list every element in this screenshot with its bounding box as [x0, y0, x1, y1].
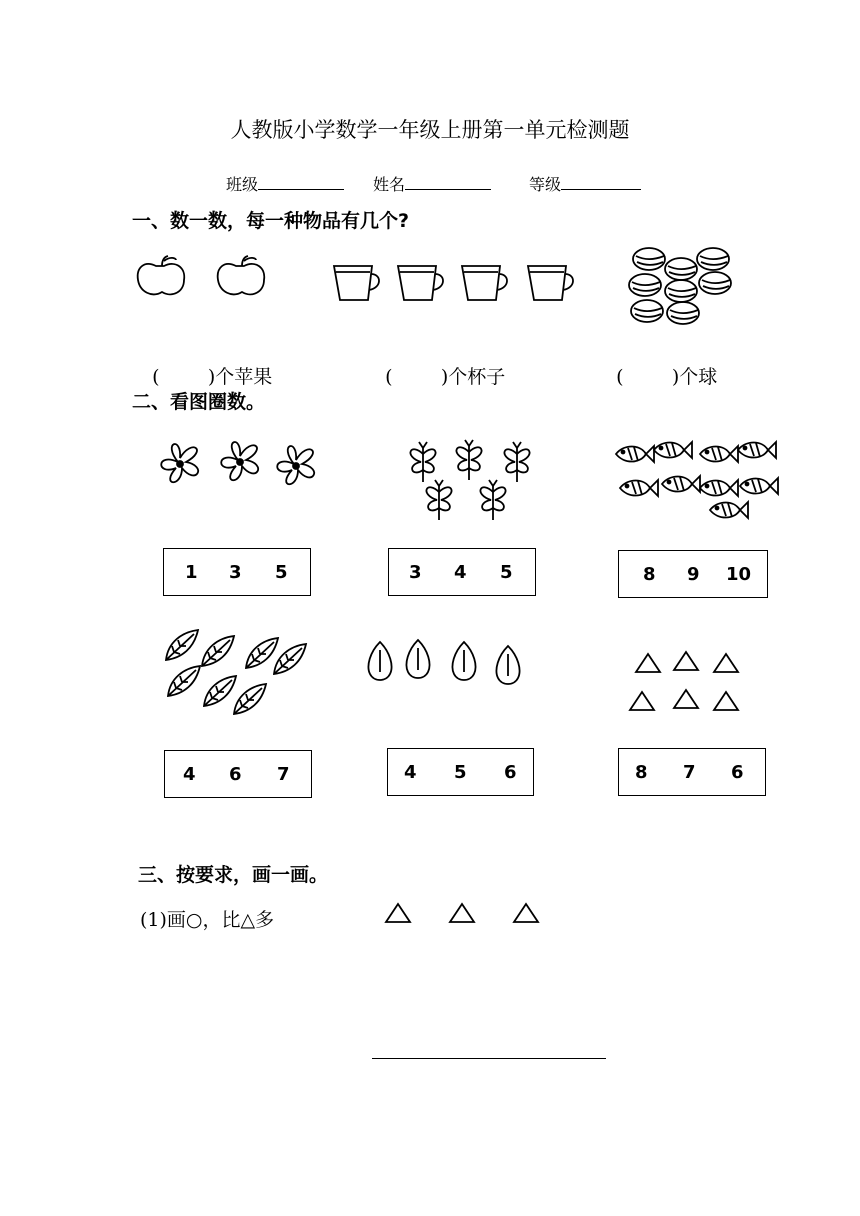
section1-heading: 一、数一数，每一种物品有几个? [132, 210, 410, 232]
leaf-icon [202, 636, 234, 666]
leaf-icon [274, 644, 306, 674]
butterflies-picture [405, 436, 535, 526]
triangle-icon [636, 654, 660, 672]
pear-icon [406, 640, 429, 678]
fish-icon [738, 442, 776, 458]
page-title: 人教版小学数学一年级上册第一单元检测题 [230, 118, 630, 142]
answer-label: 个苹果 [215, 366, 273, 388]
section2-heading: 二、看图圈数。 [132, 391, 266, 413]
leaf-icon [246, 638, 278, 668]
name-blank[interactable] [405, 175, 491, 190]
number-option[interactable]: 3 [229, 562, 242, 583]
answer-blank[interactable]: ( ) [616, 366, 680, 388]
flower-icon [161, 444, 198, 482]
butterfly-icon [456, 440, 481, 480]
number-box [618, 748, 766, 796]
answer-label: 个球 [679, 366, 718, 388]
name-label: 姓名 [373, 175, 406, 194]
leaves-picture [160, 628, 310, 724]
fish-icon [740, 478, 778, 494]
q3-triangles [384, 902, 544, 932]
triangle-icon [514, 904, 538, 922]
leaf-icon [234, 684, 266, 714]
fish-icon [710, 502, 748, 518]
leaf-icon [166, 630, 198, 660]
question-1-text: (1)画○，比△多 [140, 909, 275, 931]
fish-icon [700, 480, 738, 496]
fish-icon [616, 446, 654, 462]
flower-icon [277, 446, 314, 484]
number-option[interactable]: 5 [500, 562, 513, 583]
butterfly-icon [480, 480, 505, 520]
pear-icon [368, 642, 391, 680]
pears-picture [360, 636, 535, 692]
class-field[interactable] [226, 172, 344, 195]
leaf-icon [204, 676, 236, 706]
pear-icon [496, 646, 519, 684]
butterfly-icon [504, 442, 529, 482]
grade-label: 等级 [529, 175, 562, 194]
triangle-icon [674, 652, 698, 670]
fish-icon [662, 476, 700, 492]
ball-icon [633, 248, 665, 270]
balls-picture [626, 246, 736, 330]
name-field[interactable] [373, 172, 491, 195]
triangle-icon [674, 690, 698, 708]
number-option[interactable]: 6 [504, 762, 517, 783]
ball-icon [665, 280, 697, 302]
flower-icon [221, 442, 258, 480]
ball-icon [697, 248, 729, 270]
flowers-picture [150, 434, 330, 494]
number-option[interactable]: 4 [404, 762, 417, 783]
apple-icon [138, 256, 185, 294]
triangle-icon [714, 692, 738, 710]
leaf-icon [168, 666, 200, 696]
fish-icon [700, 446, 738, 462]
ball-icon [629, 274, 661, 296]
section3-heading: 三、按要求，画一画。 [138, 864, 329, 886]
fish-picture [612, 436, 782, 520]
answer-blank[interactable]: ( ) [152, 366, 216, 388]
number-option[interactable]: 4 [454, 562, 467, 583]
ball-icon [631, 300, 663, 322]
number-option[interactable]: 3 [409, 562, 422, 583]
ball-icon [667, 302, 699, 324]
answer-cups [373, 340, 505, 389]
ball-icon [699, 272, 731, 294]
grade-blank[interactable] [561, 175, 641, 190]
number-option[interactable]: 7 [683, 762, 696, 783]
cup-icon [528, 266, 573, 300]
butterfly-icon [426, 480, 451, 520]
number-option[interactable]: 8 [635, 762, 648, 783]
class-blank[interactable] [258, 175, 344, 190]
pear-icon [452, 642, 475, 680]
answer-balls [604, 340, 717, 389]
number-box [388, 548, 536, 596]
apples-picture [130, 252, 280, 302]
number-option[interactable]: 6 [731, 762, 744, 783]
cup-icon [462, 266, 507, 300]
answer-label: 个杯子 [448, 366, 506, 388]
triangle-icon [386, 904, 410, 922]
number-option[interactable]: 1 [185, 562, 198, 583]
cup-icon [398, 266, 443, 300]
number-option[interactable]: 5 [454, 762, 467, 783]
number-option[interactable]: 4 [183, 764, 196, 785]
number-option[interactable]: 6 [229, 764, 242, 785]
number-box [164, 750, 312, 798]
number-box [618, 550, 768, 598]
fish-icon [620, 480, 658, 496]
number-option[interactable]: 5 [275, 562, 288, 583]
triangle-icon [714, 654, 738, 672]
number-option[interactable]: 10 [726, 564, 752, 585]
cups-picture [330, 262, 580, 304]
apple-icon [218, 256, 265, 294]
ball-icon [665, 258, 697, 280]
cup-icon [334, 266, 379, 300]
triangle-icon [630, 692, 654, 710]
triangles-picture [630, 652, 750, 718]
fish-icon [654, 442, 692, 458]
triangle-icon [450, 904, 474, 922]
number-box [163, 548, 311, 596]
answer-blank[interactable]: ( ) [385, 366, 449, 388]
class-label: 班级 [226, 175, 259, 194]
number-option[interactable]: 7 [277, 764, 290, 785]
grade-field[interactable] [529, 172, 641, 195]
answer-line[interactable] [372, 1058, 606, 1059]
answer-apples [140, 340, 272, 389]
number-box [387, 748, 534, 796]
number-option[interactable]: 8 [643, 564, 656, 585]
number-option[interactable]: 9 [687, 564, 700, 585]
butterfly-icon [410, 442, 435, 482]
